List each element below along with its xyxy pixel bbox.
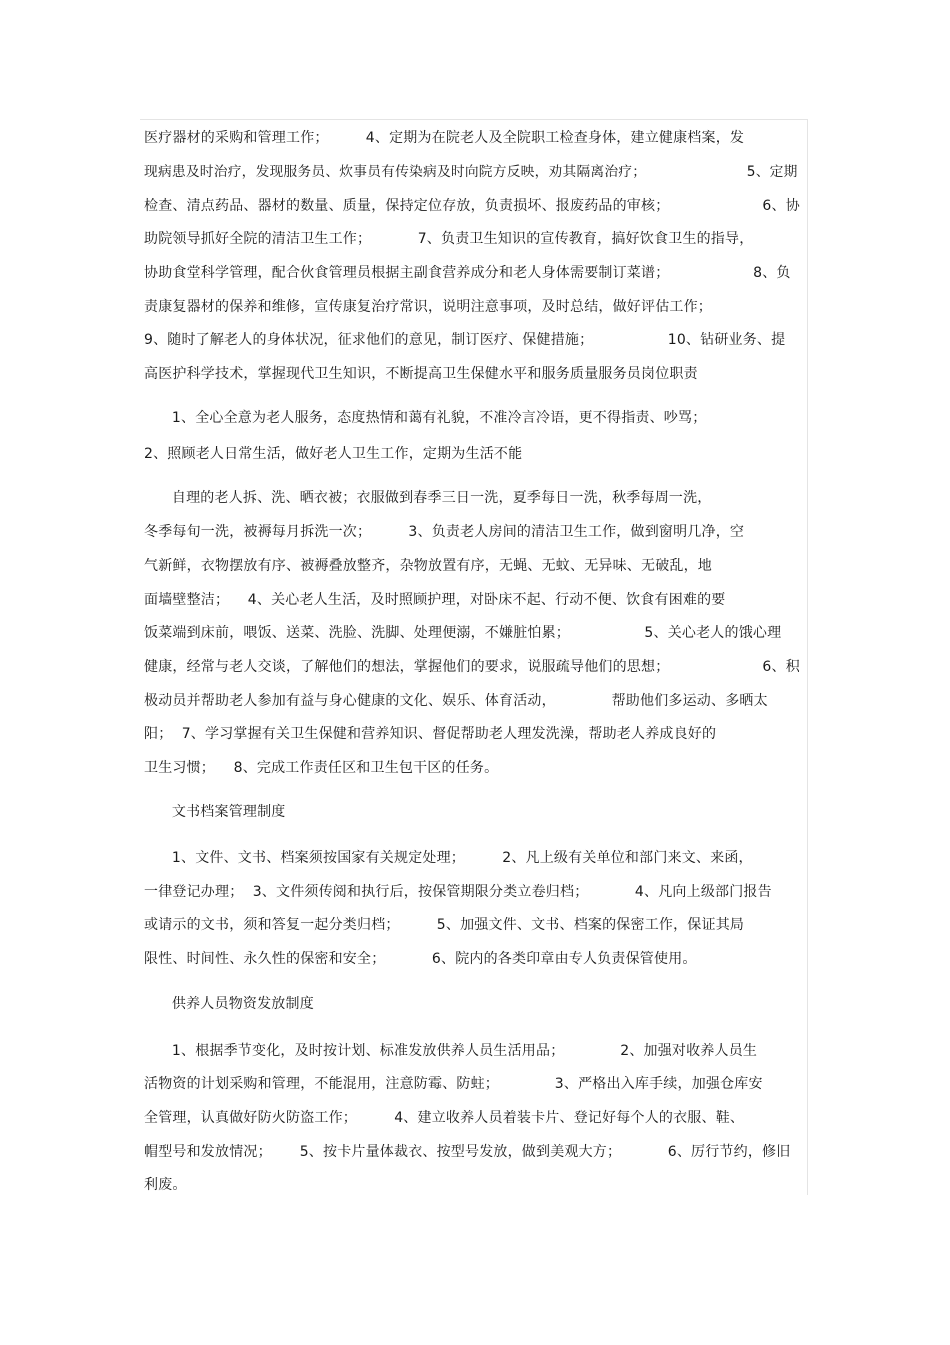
text-line: 阳； 7、学习掌握有关卫生保健和营养知识、督促帮助老人理发洗澡，帮助老人养成良好的 — [144, 726, 717, 742]
text-line: 9、随时了解老人的身体状况，征求他们的意见，制订医疗、保健措施； 10、钻研业务、提 — [144, 332, 786, 348]
text-line: 1、根据季节变化，及时按计划、标准发放供养人员生活用品； 2、加强对收养人员生 — [144, 1043, 758, 1059]
text-line: 极动员并帮助老人参加有益与身心健康的文化、娱乐、体育活动， 帮助他们多运动、多晒太 — [144, 693, 768, 709]
text-line: 1、全心全意为老人服务，态度热情和蔼有礼貌，不准冷言冷语，更不得指责、吵骂； — [144, 410, 707, 426]
text-line: 健康，经常与老人交谈，了解他们的想法，掌握他们的要求，说服疏导他们的思想； 6、积 — [144, 659, 800, 675]
text-line: 限性、时间性、永久性的保密和安全； 6、院内的各类印章由专人负责保管使用。 — [144, 951, 697, 967]
text-line: 气新鲜，衣物摆放有序、被褥叠放整齐，杂物放置有序，无蝇、无蚊、无异味、无破乱，地 — [144, 558, 712, 574]
text-line: 助院领导抓好全院的清洁卫生工作； 7、负责卫生知识的宣传教育，搞好饮食卫生的指导， — [144, 231, 754, 247]
text-line: 帽型号和发放情况； 5、按卡片量体裁衣、按型号发放，做到美观大方； 6、厉行节约，修旧 — [144, 1144, 791, 1160]
text-line: 检查、清点药品、器材的数量、质量，保持定位存放，负责损坏、报废药品的审核； 6、协 — [144, 198, 800, 214]
text-line: 活物资的计划采购和管理，不能混用，注意防霉、防蛀； 3、严格出入库手续，加强仓库安 — [144, 1076, 763, 1092]
text-line: 自理的老人拆、洗、晒衣被；衣服做到春季三日一洗，夏季每日一洗，秋季每周一洗， — [144, 490, 712, 506]
text-line: 或请示的文书，须和答复一起分类归档； 5、加强文件、文书、档案的保密工作，保证其局 — [144, 917, 745, 933]
text-line: 卫生习惯； 8、完成工作责任区和卫生包干区的任务。 — [144, 760, 499, 776]
text-line: 面墙壁整洁； 4、关心老人生活，及时照顾护理，对卧床不起、行动不便、饮食有困难的要 — [144, 592, 726, 608]
text-line: 饭菜端到床前，喂饭、送菜、洗脸、洗脚、处理便溺，不嫌脏怕累； 5、关心老人的饿心理 — [144, 625, 782, 641]
text-line: 责康复器材的保养和维修，宣传康复治疗常识，说明注意事项，及时总结，做好评估工作； — [144, 299, 712, 315]
text-line: 冬季每旬一洗，被褥每月拆洗一次； 3、负责老人房间的清洁卫生工作，做到窗明几净，空 — [144, 524, 745, 540]
text-line: 2、照顾老人日常生活，做好老人卫生工作，定期为生活不能 — [144, 446, 523, 462]
text-line: 高医护科学技术，掌握现代卫生知识，不断提高卫生保健水平和服务质量服务员岗位职责 — [144, 366, 698, 382]
section-heading: 文书档案管理制度 — [144, 804, 286, 820]
section-heading: 供养人员物资发放制度 — [144, 996, 314, 1012]
text-line: 一律登记办理； 3、文件须传阅和执行后，按保管期限分类立卷归档； 4、凡向上级部门报告 — [144, 884, 772, 900]
text-line: 现病患及时治疗，发现服务员、炊事员有传染病及时向院方反映，劝其隔离治疗； 5、定期 — [144, 164, 798, 180]
text-line: 利废。 — [144, 1177, 187, 1193]
text-line: 1、文件、文书、档案须按国家有关规定处理； 2、凡上级有关单位和部门来文、来函， — [144, 850, 753, 866]
text-line: 全管理，认真做好防火防盗工作； 4、建立收养人员着装卡片、登记好每个人的衣服、鞋、 — [144, 1110, 745, 1126]
text-line: 协助食堂科学管理，配合伙食管理员根据主副食营养成分和老人身体需要制订菜谱； 8、负 — [144, 265, 791, 281]
text-line: 医疗器材的采购和管理工作； 4、定期为在院老人及全院职工检查身体，建立健康档案，发 — [144, 130, 745, 146]
